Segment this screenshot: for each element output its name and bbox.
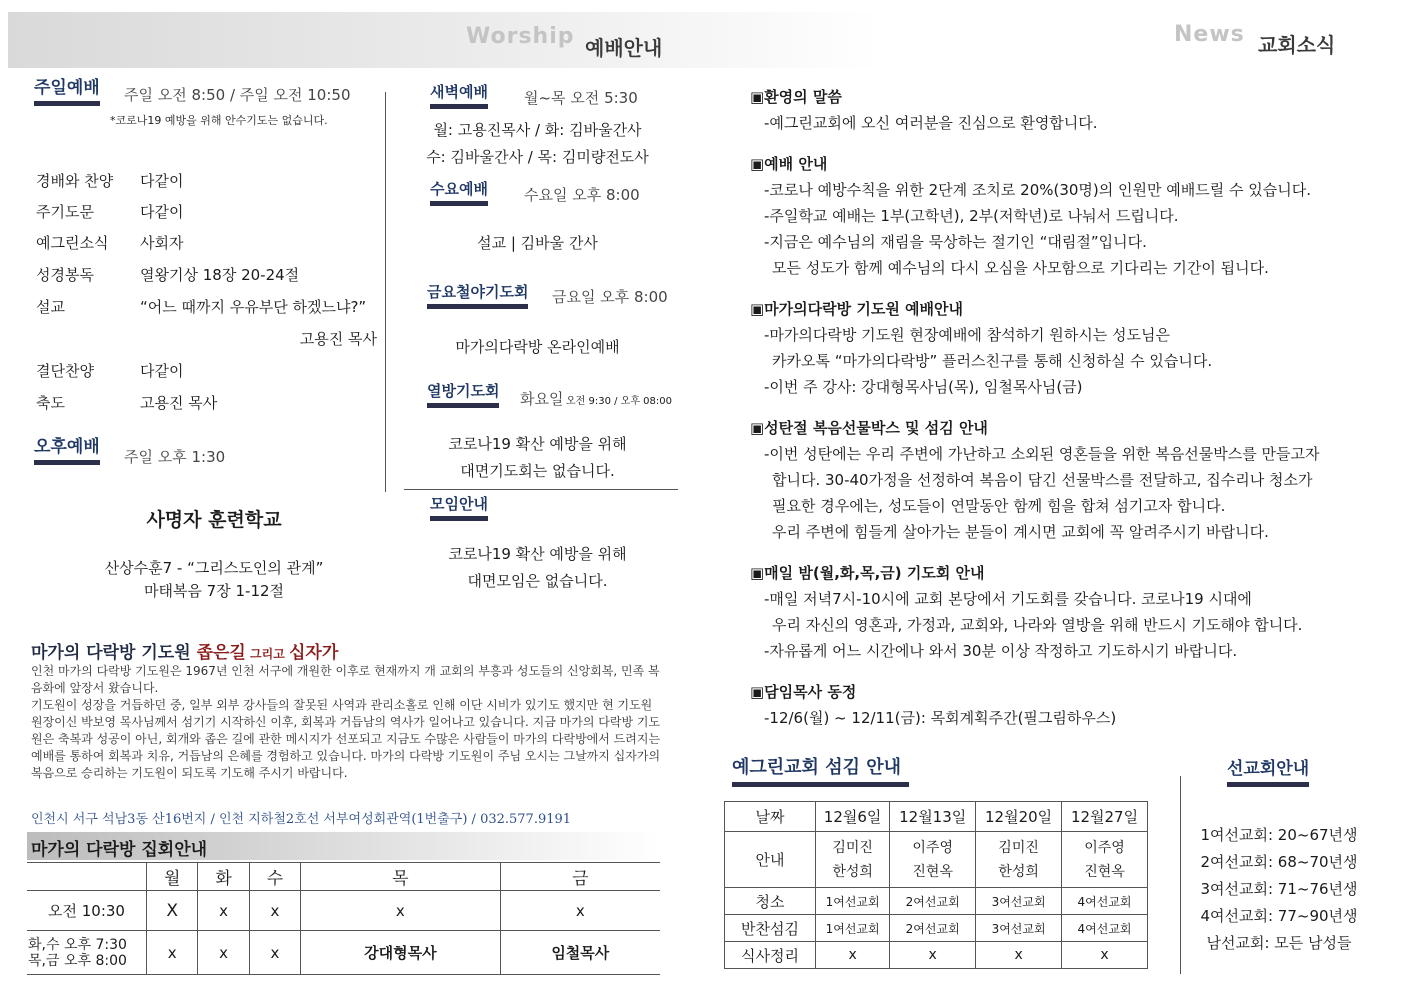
service-cell: x bbox=[816, 942, 890, 969]
news-line: 필요한 경우에는, 성도들이 연말동안 함께 힘을 합쳐 섬기고자 합니다. bbox=[772, 497, 1226, 515]
service-cell: 4여선교회 bbox=[1062, 888, 1148, 915]
news-item bbox=[750, 296, 1390, 400]
service-label: 반찬섬김 bbox=[725, 915, 816, 942]
day-header: 화 bbox=[198, 863, 249, 891]
news-line: 모든 성도가 함께 예수님의 다시 오심을 사모함으로 기다리는 기간이 됩니다. bbox=[772, 259, 1269, 277]
meeting-section bbox=[430, 495, 488, 521]
meeting-title: 모임안내 bbox=[430, 495, 488, 521]
service-header: 날짜 bbox=[725, 802, 816, 832]
guide-name: 김미진 bbox=[832, 839, 873, 856]
mission-item: 2여선교회: 68~70년생 bbox=[1200, 853, 1358, 871]
service-header: 12월20일 bbox=[976, 802, 1062, 832]
guide-name: 진현옥 bbox=[912, 863, 953, 880]
markan-title bbox=[31, 638, 338, 663]
order-row bbox=[36, 232, 381, 264]
friday-section bbox=[427, 283, 528, 309]
order-value: 열왕기상 18장 20-24절 bbox=[140, 266, 300, 284]
guide-name: 진현옥 bbox=[1084, 863, 1125, 880]
friday-title: 금요철야기도회 bbox=[427, 283, 528, 309]
schedule-cell: x bbox=[147, 931, 198, 975]
guide-name: 김미진 bbox=[998, 839, 1039, 856]
schedule-cell: x bbox=[198, 931, 249, 975]
worship-ko-title: 예배안내 bbox=[585, 36, 663, 60]
service-header-row bbox=[725, 802, 1148, 832]
service-cell: 1여선교회 bbox=[816, 915, 890, 942]
sunday-time: 주일 오전 8:50 / 주일 오전 10:50 bbox=[124, 86, 351, 104]
mission-item: 1여선교회: 20~67년생 bbox=[1200, 826, 1358, 844]
news-line: -이번 성탄에는 우리 주변에 가난하고 소외된 영혼들을 위한 복음선물박스를 만들고자 bbox=[764, 445, 1320, 463]
divider bbox=[404, 489, 678, 490]
markan-title-and: 그리고 bbox=[245, 647, 289, 661]
dawn-time: 월~목 오전 5:30 bbox=[524, 89, 638, 107]
yeolbang-section bbox=[427, 382, 499, 408]
service-cell: x bbox=[1062, 942, 1148, 969]
wednesday-time: 수요일 오후 8:00 bbox=[524, 186, 640, 204]
news-line: -매일 저녁7시-10시에 교회 본당에서 기도회를 갖습니다. 코로나19 시대에 bbox=[764, 590, 1252, 608]
order-row bbox=[36, 392, 381, 424]
worship-en-title: Worship bbox=[466, 24, 575, 49]
news-en-title: News bbox=[1174, 22, 1245, 47]
service-cell: 2여선교회 bbox=[890, 888, 976, 915]
service-cell bbox=[1062, 832, 1148, 888]
schedule-cell: x bbox=[198, 891, 249, 931]
news-ko-title: 교회소식 bbox=[1258, 33, 1336, 57]
order-value: 사회자 bbox=[140, 234, 184, 252]
service-row bbox=[725, 942, 1148, 969]
order-label: 예그린소식 bbox=[36, 234, 109, 252]
service-cell: 3여선교회 bbox=[976, 888, 1062, 915]
schedule-cell: x bbox=[249, 891, 300, 931]
mission-list bbox=[1186, 822, 1372, 957]
news-line: -이번 주 강사: 강대형목사님(목), 임철목사님(금) bbox=[764, 378, 1083, 396]
news-line: -12/6(월) ~ 12/11(금): 목회계획주간(필그림하우스) bbox=[764, 709, 1117, 727]
order-value: 고용진 목사 bbox=[140, 394, 218, 412]
afternoon-section bbox=[34, 437, 100, 465]
news-line: 우리 주변에 힘들게 살아가는 분들이 계시면 교회에 꼭 알려주시기 바랍니다. bbox=[772, 523, 1269, 541]
sunday-note: *코로나19 예방을 위해 안수기도는 없습니다. bbox=[110, 114, 328, 127]
order-value: 다같이 bbox=[140, 362, 184, 380]
order-row bbox=[36, 170, 381, 201]
dawn-section bbox=[430, 83, 488, 109]
schedule-table bbox=[27, 862, 660, 975]
schedule-corner bbox=[27, 863, 147, 891]
news-line: 우리 자신의 영혼과, 가정과, 교회와, 나라와 열방을 위해 반드시 기도해야 합니다. bbox=[772, 616, 1303, 634]
news-head: ▣담임목사 동정 bbox=[750, 683, 857, 701]
schedule-cell: x bbox=[500, 891, 660, 931]
news-line: -주일학교 예배는 1부(고학년), 2부(저학년)로 나눠서 드립니다. bbox=[764, 207, 1179, 225]
day-header: 목 bbox=[301, 863, 500, 891]
service-cell bbox=[816, 832, 890, 888]
order-row bbox=[36, 360, 381, 392]
news-item bbox=[750, 415, 1390, 545]
preacher-row bbox=[36, 328, 381, 360]
afternoon-title: 오후예배 bbox=[34, 437, 100, 465]
news-head: ▣성탄절 복음선물박스 및 섬김 안내 bbox=[750, 419, 988, 437]
service-label: 안내 bbox=[725, 832, 816, 888]
news-head: ▣마가의다락방 기도원 예배안내 bbox=[750, 300, 963, 318]
column-divider bbox=[385, 92, 386, 492]
wednesday-section bbox=[430, 180, 488, 206]
news-line: -예그린교회에 오신 여러분을 진심으로 환영합니다. bbox=[764, 114, 1098, 132]
afternoon-scripture: 마태복음 7장 1-12절 bbox=[143, 582, 285, 600]
dawn-line1: 월: 고용진목사 / 화: 김바울간사 bbox=[433, 121, 642, 139]
header-band bbox=[8, 12, 883, 68]
meeting-line1: 코로나19 확산 예방을 위해 bbox=[448, 545, 627, 563]
order-row bbox=[36, 264, 381, 296]
service-cell bbox=[890, 832, 976, 888]
preacher: 고용진 목사 bbox=[299, 330, 377, 348]
news-item bbox=[750, 151, 1390, 281]
schedule-cell: X bbox=[147, 891, 198, 931]
friday-line: 마가의다락방 온라인예배 bbox=[455, 338, 620, 356]
mission-item: 3여선교회: 71~76년생 bbox=[1200, 880, 1358, 898]
day-header: 수 bbox=[249, 863, 300, 891]
guide-name: 이주영 bbox=[912, 839, 953, 856]
service-row bbox=[725, 832, 1148, 888]
schedule-cell: 강대형목사 bbox=[301, 931, 500, 975]
day-header: 월 bbox=[147, 863, 198, 891]
service-header: 12월27일 bbox=[1062, 802, 1148, 832]
markan-title-main: 마가의 다락방 기도원 bbox=[31, 643, 197, 663]
service-cell: 3여선교회 bbox=[976, 915, 1062, 942]
sunday-section bbox=[34, 78, 100, 106]
order-row bbox=[36, 296, 381, 328]
markan-p1: 인천 마가의 다락방 기도원은 1967년 인천 서구에 개원한 이후로 현재까지 개 교회의 부흥과 성도들의 신앙회복, 민족 복음화에 앞장서 왔습니다. bbox=[31, 664, 660, 695]
mission-divider bbox=[1180, 776, 1181, 974]
sermon-title: “어느 때까지 우유부단 하겠느냐?” bbox=[140, 298, 367, 316]
order-label: 설교 bbox=[36, 298, 65, 316]
order-value: 다같이 bbox=[140, 172, 184, 190]
schedule-time: 오전 10:30 bbox=[48, 902, 125, 920]
news-head: ▣매일 밤(월,화,목,금) 기도회 안내 bbox=[750, 564, 985, 582]
order-row bbox=[36, 201, 381, 232]
afternoon-program: 사명자 훈련학교 bbox=[146, 509, 282, 531]
schedule-time-line: 화,수 오후 7:30 bbox=[28, 936, 127, 953]
mission-section bbox=[1227, 759, 1309, 787]
friday-time: 금요일 오후 8:00 bbox=[552, 288, 668, 306]
yeolbang-line1: 코로나19 확산 예방을 위해 bbox=[448, 435, 627, 453]
service-table bbox=[724, 801, 1148, 969]
dawn-line2: 수: 김바울간사 / 목: 김미량전도사 bbox=[426, 148, 649, 166]
schedule-title: 마가의 다락방 집회안내 bbox=[31, 840, 208, 860]
afternoon-time: 주일 오후 1:30 bbox=[124, 448, 226, 466]
meeting-line2: 대면모임은 없습니다. bbox=[467, 572, 608, 590]
sunday-order bbox=[36, 170, 381, 424]
mission-item: 4여선교회: 77~90년생 bbox=[1200, 907, 1358, 925]
service-section bbox=[732, 757, 909, 787]
service-cell: x bbox=[976, 942, 1062, 969]
news-item bbox=[750, 679, 1390, 731]
schedule-time-line: 목,금 오후 8:00 bbox=[28, 952, 127, 969]
service-header: 12월13일 bbox=[890, 802, 976, 832]
schedule-cell: x bbox=[301, 891, 500, 931]
mission-title: 선교회안내 bbox=[1227, 759, 1309, 787]
guide-name: 이주영 bbox=[1084, 839, 1125, 856]
afternoon-lesson: 산상수훈7 - “그리스도인의 관계” bbox=[104, 559, 324, 577]
news-line: -지금은 예수님의 재림을 묵상하는 절기인 “대림절”입니다. bbox=[764, 233, 1147, 251]
news-line: 카카오톡 “마가의다락방” 플러스친구를 통해 신청하실 수 있습니다. bbox=[772, 352, 1213, 370]
order-label: 축도 bbox=[36, 394, 65, 412]
service-label: 청소 bbox=[725, 888, 816, 915]
schedule-header-row bbox=[27, 863, 660, 891]
markan-body bbox=[31, 663, 664, 782]
order-label: 결단찬양 bbox=[36, 362, 94, 380]
service-cell bbox=[976, 832, 1062, 888]
wednesday-line: 설교 | 김바울 간사 bbox=[477, 234, 598, 252]
service-cell: 4여선교회 bbox=[1062, 915, 1148, 942]
order-label: 성경봉독 bbox=[36, 266, 94, 284]
schedule-cell: 임철목사 bbox=[500, 931, 660, 975]
yeolbang-title: 열방기도회 bbox=[427, 382, 499, 408]
wednesday-title: 수요예배 bbox=[430, 180, 488, 206]
service-label: 식사정리 bbox=[725, 942, 816, 969]
day-header: 금 bbox=[500, 863, 660, 891]
mission-item: 남선교회: 모든 남성들 bbox=[1206, 934, 1352, 952]
schedule-time bbox=[27, 931, 147, 975]
yeolbang-time: 오전 9:30 / 오후 08:00 bbox=[566, 396, 672, 407]
service-cell: x bbox=[890, 942, 976, 969]
news-line: 합니다. 30-40가정을 선정하여 복음이 담긴 선물박스를 전달하고, 집수리나 청소가 bbox=[772, 471, 1313, 489]
guide-name: 한성희 bbox=[832, 863, 873, 880]
markan-title-narrow: 좁은길 bbox=[196, 643, 246, 663]
markan-address: 인천시 서구 석남3동 산16번지 / 인천 지하철2호선 서부여성회관역(1번출구) / 032.577.9191 bbox=[31, 812, 572, 827]
news-item bbox=[750, 560, 1390, 664]
news-line: -마가의다락방 기도원 현장예배에 참석하기 원하시는 성도님은 bbox=[764, 326, 1170, 344]
service-title: 예그린교회 섬김 안내 bbox=[732, 757, 909, 787]
service-row bbox=[725, 915, 1148, 942]
order-label: 주기도문 bbox=[36, 203, 94, 221]
schedule-cell: x bbox=[249, 931, 300, 975]
news-line: -코로나 예방수칙을 위한 2단계 조치로 20%(30명)의 인원만 예배드릴 수 있습니다. bbox=[764, 181, 1311, 199]
news-list bbox=[750, 84, 1390, 746]
news-item bbox=[750, 84, 1390, 136]
sunday-title: 주일예배 bbox=[34, 78, 100, 106]
dawn-title: 새벽예배 bbox=[430, 83, 488, 109]
service-header: 12월6일 bbox=[816, 802, 890, 832]
guide-name: 한성희 bbox=[998, 863, 1039, 880]
yeolbang-line2: 대면기도회는 없습니다. bbox=[460, 462, 615, 480]
schedule-row bbox=[27, 931, 660, 975]
schedule-row bbox=[27, 891, 660, 931]
order-label: 경배와 찬양 bbox=[36, 172, 114, 190]
yeolbang-day: 화요일 bbox=[520, 390, 564, 408]
markan-title-cross: 십자가 bbox=[288, 643, 339, 663]
news-head: ▣예배 안내 bbox=[750, 155, 828, 173]
markan-p2: 기도원이 성장을 거듭하던 중, 일부 외부 강사들의 잘못된 사역과 관리소홀로 인해 이단 시비가 있기도 했지만 현 기도원 원장이신 박보영 목사님께서 섬기기 시작하신 이후, 회복과 거듭남의 역사가 일어나고 있습니다. 지금 마가의 다락방 기도원은 축복과 성공이 아닌, 회개와 좁은 길에 관한 메시지가 선포되고 지금도 수많은 사람들이 마가의 다락방에서 드려지는 예배를 통하여 회복과 치유, 거듭남의 은혜를 경험하고 있습니다. 마가의 다락방 기도원이 주님 오시는 그날까지 십자가의 복음으로 승리하는 기도원이 되도록 기도해 주시기 바랍니다. bbox=[31, 698, 661, 780]
news-head: ▣환영의 말씀 bbox=[750, 88, 842, 106]
news-line: -자유롭게 어느 시간에나 와서 30분 이상 작정하고 기도하시기 바랍니다. bbox=[764, 642, 1238, 660]
service-row bbox=[725, 888, 1148, 915]
service-cell: 1여선교회 bbox=[816, 888, 890, 915]
order-value: 다같이 bbox=[140, 203, 184, 221]
service-cell: 2여선교회 bbox=[890, 915, 976, 942]
